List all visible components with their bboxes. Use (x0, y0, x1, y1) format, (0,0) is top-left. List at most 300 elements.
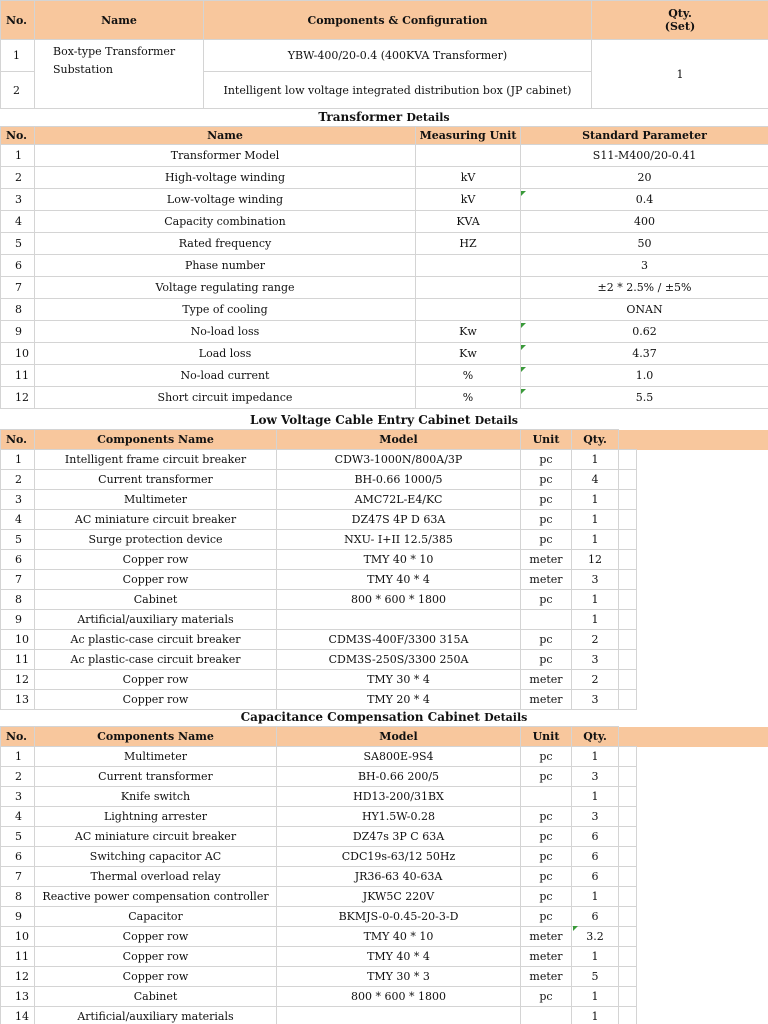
spacer-cell (619, 927, 637, 947)
row-name: No-load current (35, 365, 416, 387)
spacer-cell (619, 530, 637, 550)
table-row (1, 767, 768, 787)
row-qty: 3 (572, 690, 619, 710)
row-no: 6 (1, 255, 35, 277)
row-qty: 2 (572, 630, 619, 650)
section-title-text: Low Voltage Cable Entry Cabinet (250, 413, 471, 427)
row-no: 1 (1, 40, 35, 72)
row-no: 11 (1, 365, 35, 387)
spacer-cell (619, 887, 637, 907)
spacer-cell (637, 630, 768, 650)
row-no: 7 (1, 277, 35, 299)
row-unit (416, 255, 521, 277)
row-name: Short circuit impedance (35, 387, 416, 409)
spacer-cell (619, 867, 637, 887)
row-model: HY1.5W-0.28 (277, 807, 521, 827)
row-model: 800 * 600 * 1800 (277, 987, 521, 1007)
row-name: Rated frequency (35, 233, 416, 255)
spacer-cell (619, 967, 637, 987)
row-no: 8 (1, 299, 35, 321)
row-no: 12 (1, 670, 35, 690)
row-unit (416, 145, 521, 167)
table-row (1, 365, 768, 387)
spacer-cell (619, 510, 637, 530)
row-component: Copper row (35, 947, 277, 967)
row-no: 3 (1, 189, 35, 211)
row-model: BKMJS-0-0.45-20-3-D (277, 907, 521, 927)
table-row (1, 570, 768, 590)
row-unit: KVA (416, 211, 521, 233)
row-no: 14 (1, 1007, 35, 1024)
row-no: 7 (1, 867, 35, 887)
header-cell-no: No. (1, 727, 35, 747)
row-component: Surge protection device (35, 530, 277, 550)
row-qty: 1 (572, 887, 619, 907)
row-component: Reactive power compensation controller (35, 887, 277, 907)
row-no: 1 (1, 450, 35, 470)
row-name: Transformer Model (35, 145, 416, 167)
row-model: TMY 40 * 10 (277, 927, 521, 947)
row-component: Copper row (35, 570, 277, 590)
row-no: 6 (1, 847, 35, 867)
row-model: BH-0.66 200/5 (277, 767, 521, 787)
row-qty: 1 (572, 1007, 619, 1024)
row-component: Artificial/auxiliary materials (35, 610, 277, 630)
row-parameter: 0.62 (521, 321, 768, 343)
row-unit: pc (521, 650, 572, 670)
table-row (1, 690, 768, 710)
row-model: NXU- I+II 12.5/385 (277, 530, 521, 550)
row-name: Capacity combination (35, 211, 416, 233)
row-unit: pc (521, 630, 572, 650)
table-row (1, 387, 768, 409)
row-unit: meter (521, 570, 572, 590)
table-row (1, 847, 768, 867)
row-qty: 1 (572, 987, 619, 1007)
row-unit: meter (521, 690, 572, 710)
row-no: 10 (1, 343, 35, 365)
header-cell-unit: Measuring Unit (416, 127, 521, 145)
row-name: Phase number (35, 255, 416, 277)
cell-marker-icon (521, 367, 526, 372)
spacer-cell (637, 987, 768, 1007)
spacer-cell (637, 927, 768, 947)
row-qty: 2 (572, 670, 619, 690)
spacer-cell (637, 570, 768, 590)
spacer-cell (619, 987, 637, 1007)
row-no: 9 (1, 610, 35, 630)
header-cell-qty: Qty. (572, 727, 619, 747)
header-cell-no: No. (1, 127, 35, 145)
row-qty: 6 (572, 907, 619, 927)
row-parameter: 1.0 (521, 365, 768, 387)
row-model: TMY 30 * 4 (277, 670, 521, 690)
row-unit: pc (521, 530, 572, 550)
row-unit: meter (521, 550, 572, 570)
row-name: No-load loss (35, 321, 416, 343)
spacer-cell (637, 450, 768, 470)
spacer-cell (637, 610, 768, 630)
main-header-row (1, 1, 768, 40)
spacer-cell (619, 807, 637, 827)
main-config-table (0, 0, 768, 109)
row-no: 12 (1, 967, 35, 987)
row-unit: % (416, 387, 521, 409)
row-unit: meter (521, 967, 572, 987)
row-parameter: 3 (521, 255, 768, 277)
row-qty: 1 (572, 610, 619, 630)
row-unit: pc (521, 807, 572, 827)
table-row (1, 967, 768, 987)
spacer-cell (637, 967, 768, 987)
section-title-suffix: Details (484, 711, 528, 724)
table-row (1, 255, 768, 277)
row-component: Ac plastic-case circuit breaker (35, 630, 277, 650)
capacitance-header-row (1, 727, 768, 747)
row-component: Cabinet (35, 590, 277, 610)
spacer-cell (637, 470, 768, 490)
row-model: HD13-200/31BX (277, 787, 521, 807)
row-no: 4 (1, 211, 35, 233)
spacer-cell (637, 747, 768, 767)
spacer-cell (619, 747, 637, 767)
table-row (1, 650, 768, 670)
header-cell-qty: Qty. (Set) (592, 1, 768, 40)
spacer-cell (637, 787, 768, 807)
spacer-cell (637, 590, 768, 610)
spacer-cell (637, 947, 768, 967)
row-unit: HZ (416, 233, 521, 255)
row-unit: pc (521, 887, 572, 907)
spacer-cell (619, 630, 637, 650)
row-model: DZ47S 4P D 63A (277, 510, 521, 530)
spacer-cell (619, 690, 637, 710)
table-row (1, 343, 768, 365)
table-row (1, 189, 768, 211)
header-cell-model: Model (277, 727, 521, 747)
table-row (1, 167, 768, 189)
row-no: 4 (1, 510, 35, 530)
row-unit (416, 277, 521, 299)
table-row (1, 947, 768, 967)
row-qty: 1 (572, 787, 619, 807)
header-cell-component: Components Name (35, 430, 277, 450)
row-name: High-voltage winding (35, 167, 416, 189)
row-unit: % (416, 365, 521, 387)
transformer-table (0, 126, 768, 409)
table-row (1, 233, 768, 255)
table-row (1, 1007, 768, 1024)
cell-marker-icon (521, 345, 526, 350)
table-row (1, 145, 768, 167)
spacer-cell (637, 827, 768, 847)
row-model: JR36-63 40-63A (277, 867, 521, 887)
row-component: Copper row (35, 670, 277, 690)
row-component: Copper row (35, 967, 277, 987)
row-parameter: 50 (521, 233, 768, 255)
row-model: TMY 30 * 3 (277, 967, 521, 987)
row-component: Capacitor (35, 907, 277, 927)
row-component: Copper row (35, 927, 277, 947)
spacer-cell (619, 1007, 637, 1024)
row-model: 800 * 600 * 1800 (277, 590, 521, 610)
spacer-cell (637, 1007, 768, 1024)
row-component: Current transformer (35, 470, 277, 490)
spacer-cell (637, 430, 768, 450)
header-cell-no: No. (1, 430, 35, 450)
row-unit (521, 787, 572, 807)
row-no: 9 (1, 321, 35, 343)
table-row (1, 530, 768, 550)
transformer-header-row (1, 127, 768, 145)
row-component: Lightning arrester (35, 807, 277, 827)
cell-marker-icon (573, 926, 578, 931)
spacer-cell (619, 670, 637, 690)
row-parameter: 4.37 (521, 343, 768, 365)
header-cell-unit: Unit (521, 430, 572, 450)
row-name: Load loss (35, 343, 416, 365)
row-unit: pc (521, 767, 572, 787)
row-qty: 4 (572, 470, 619, 490)
header-cell-no: No. (1, 1, 35, 40)
table-row (1, 907, 768, 927)
row-parameter: 400 (521, 211, 768, 233)
capacitance-table (0, 726, 768, 1024)
row-no: 5 (1, 233, 35, 255)
table-row (1, 510, 768, 530)
spacer-cell (637, 847, 768, 867)
row-no: 11 (1, 650, 35, 670)
spacer-cell (637, 727, 768, 747)
spacer-cell (637, 510, 768, 530)
section-title-suffix: Details (406, 111, 450, 124)
row-name: Type of cooling (35, 299, 416, 321)
spacer-cell (637, 887, 768, 907)
row-no: 11 (1, 947, 35, 967)
row-no: 2 (1, 72, 35, 109)
table-row (1, 670, 768, 690)
row-qty: 1 (572, 490, 619, 510)
table-row (1, 470, 768, 490)
row-no: 3 (1, 787, 35, 807)
row-component: Multimeter (35, 747, 277, 767)
table-row (1, 299, 768, 321)
row-component: Artificial/auxiliary materials (35, 1007, 277, 1024)
row-unit (416, 299, 521, 321)
low-voltage-title (0, 413, 768, 427)
row-no: 2 (1, 167, 35, 189)
row-unit (521, 1007, 572, 1024)
spacer-cell (619, 847, 637, 867)
spacer-cell (637, 530, 768, 550)
row-qty: 6 (572, 867, 619, 887)
row-model (277, 610, 521, 630)
row-no: 10 (1, 630, 35, 650)
table-row (1, 747, 768, 767)
row-unit: pc (521, 827, 572, 847)
table-row (1, 927, 768, 947)
row-qty: 1 (572, 590, 619, 610)
table-row (1, 321, 768, 343)
row-model: TMY 20 * 4 (277, 690, 521, 710)
row-unit: pc (521, 987, 572, 1007)
row-name: Low-voltage winding (35, 189, 416, 211)
table-row (1, 887, 768, 907)
row-no: 13 (1, 987, 35, 1007)
table-row (1, 610, 768, 630)
cell-marker-icon (521, 389, 526, 394)
row-no: 2 (1, 767, 35, 787)
table-row (1, 590, 768, 610)
row-no: 6 (1, 550, 35, 570)
row-no: 2 (1, 470, 35, 490)
row-qty: 3.2 (572, 927, 619, 947)
row-unit (521, 610, 572, 630)
row-model: AMC72L-E4/KC (277, 490, 521, 510)
table-row (1, 277, 768, 299)
row-component: Switching capacitor AC (35, 847, 277, 867)
row-unit: kV (416, 167, 521, 189)
row-qty: 1 (572, 510, 619, 530)
row-parameter: ONAN (521, 299, 768, 321)
row-qty: 6 (572, 827, 619, 847)
low-voltage-header-row (1, 430, 768, 450)
row-no: 1 (1, 145, 35, 167)
row-unit: pc (521, 510, 572, 530)
row-model: DZ47s 3P C 63A (277, 827, 521, 847)
spacer-cell (637, 670, 768, 690)
row-unit: pc (521, 867, 572, 887)
cell-marker-icon (521, 323, 526, 328)
row-unit: pc (521, 590, 572, 610)
row-parameter: 5.5 (521, 387, 768, 409)
row-component: Copper row (35, 550, 277, 570)
row-qty: 3 (572, 570, 619, 590)
row-unit: pc (521, 907, 572, 927)
spacer-cell (619, 430, 637, 450)
row-no: 13 (1, 690, 35, 710)
row-model (277, 1007, 521, 1024)
header-cell-name: Name (35, 127, 416, 145)
product-name: Box-type Transformer Substation (35, 40, 204, 109)
row-model: CDC19s-63/12 50Hz (277, 847, 521, 867)
row-model: CDM3S-400F/3300 315A (277, 630, 521, 650)
row-model: CDW3-1000N/800A/3P (277, 450, 521, 470)
table-row (1, 450, 768, 470)
config-cell: Intelligent low voltage integrated distribution box (JP cabinet) (204, 72, 592, 109)
spacer-cell (637, 867, 768, 887)
row-model: BH-0.66 1000/5 (277, 470, 521, 490)
row-no: 1 (1, 747, 35, 767)
row-model: TMY 40 * 4 (277, 570, 521, 590)
row-qty: 1 (572, 747, 619, 767)
spacer-cell (637, 690, 768, 710)
row-no: 5 (1, 530, 35, 550)
header-cell-name: Name (35, 1, 204, 40)
spacer-cell (619, 610, 637, 630)
section-title-text: Transformer (318, 110, 403, 124)
header-cell-qty: Qty. (572, 430, 619, 450)
row-unit: pc (521, 847, 572, 867)
row-qty: 3 (572, 650, 619, 670)
row-unit: pc (521, 470, 572, 490)
row-qty: 3 (572, 807, 619, 827)
row-no: 10 (1, 927, 35, 947)
section-title-suffix: Details (474, 414, 518, 427)
row-component: Ac plastic-case circuit breaker (35, 650, 277, 670)
row-component: Knife switch (35, 787, 277, 807)
row-parameter: 20 (521, 167, 768, 189)
row-unit: Kw (416, 321, 521, 343)
row-qty: 1 (572, 450, 619, 470)
header-cell-component: Components Name (35, 727, 277, 747)
table-row (1, 867, 768, 887)
spacer-cell (619, 947, 637, 967)
spacer-cell (637, 550, 768, 570)
table-row (1, 787, 768, 807)
spacer-cell (619, 450, 637, 470)
spacer-cell (619, 490, 637, 510)
row-qty: 1 (572, 947, 619, 967)
cell-marker-icon (521, 191, 526, 196)
spacer-cell (619, 650, 637, 670)
spacer-cell (637, 490, 768, 510)
table-row (1, 630, 768, 650)
row-component: Multimeter (35, 490, 277, 510)
row-unit: Kw (416, 343, 521, 365)
row-unit: pc (521, 490, 572, 510)
row-unit: meter (521, 927, 572, 947)
table-row (1, 807, 768, 827)
row-component: Intelligent frame circuit breaker (35, 450, 277, 470)
spacer-cell (637, 767, 768, 787)
spacer-cell (619, 570, 637, 590)
row-model: CDM3S-250S/3300 250A (277, 650, 521, 670)
row-qty: 5 (572, 967, 619, 987)
row-parameter: ±2 * 2.5% / ±5% (521, 277, 768, 299)
row-unit: meter (521, 670, 572, 690)
low-voltage-table (0, 429, 768, 710)
row-no: 12 (1, 387, 35, 409)
row-model: TMY 40 * 4 (277, 947, 521, 967)
row-qty: 12 (572, 550, 619, 570)
row-unit: kV (416, 189, 521, 211)
row-component: Cabinet (35, 987, 277, 1007)
row-component: Current transformer (35, 767, 277, 787)
header-cell-model: Model (277, 430, 521, 450)
table-row (1, 40, 768, 72)
section-title-text: Capacitance Compensation Cabinet (240, 710, 480, 724)
header-cell-components: Components & Configuration (204, 1, 592, 40)
spacer-cell (619, 550, 637, 570)
row-parameter: 0.4 (521, 189, 768, 211)
qty-cell: 1 (592, 40, 768, 109)
row-model: TMY 40 * 10 (277, 550, 521, 570)
table-row (1, 490, 768, 510)
spacer-cell (637, 807, 768, 827)
row-qty: 1 (572, 530, 619, 550)
row-no: 4 (1, 807, 35, 827)
row-parameter: S11-M400/20-0.41 (521, 145, 768, 167)
spacer-cell (619, 590, 637, 610)
row-component: Thermal overload relay (35, 867, 277, 887)
spacer-cell (637, 650, 768, 670)
table-row (1, 827, 768, 847)
row-no: 3 (1, 490, 35, 510)
capacitance-title (0, 710, 768, 724)
spacer-cell (619, 767, 637, 787)
row-qty: 3 (572, 767, 619, 787)
